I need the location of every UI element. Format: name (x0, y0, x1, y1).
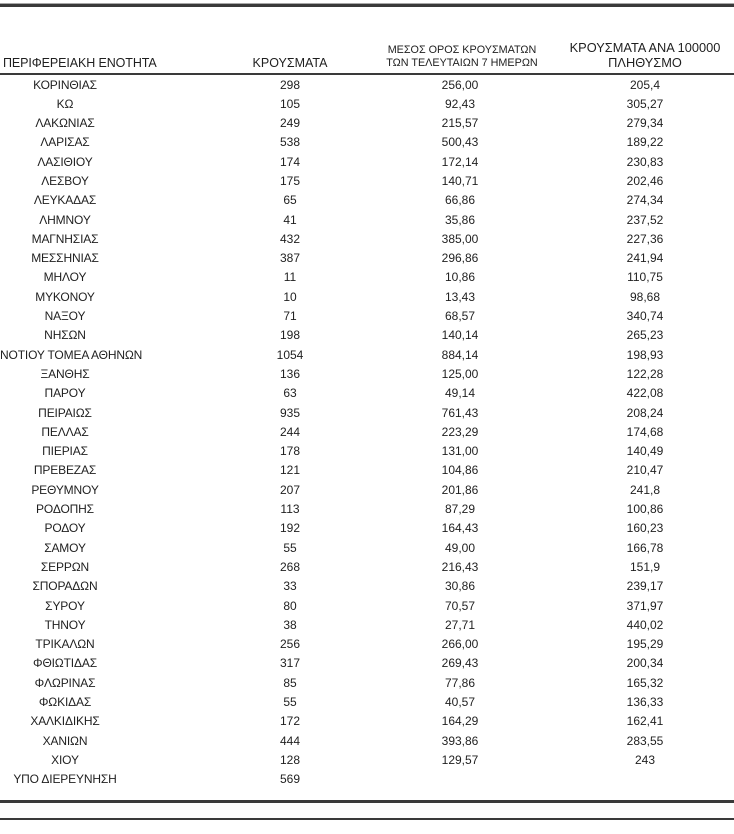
avg-7day-cell: 70,57 (444, 598, 476, 613)
region-name-cell: ΤΡΙΚΑΛΩΝ (35, 637, 95, 652)
region-name-cell: ΧΙΟΥ (51, 752, 79, 767)
cases-cell: 136 (279, 366, 301, 381)
cases-cell: 444 (279, 733, 301, 748)
region-name-cell: ΚΟΡΙΝΘΙΑΣ (33, 77, 97, 92)
header-7day-average-line1: ΜΕΣΟΣ ΟΡΟΣ ΚΡΟΥΣΜΑΤΩΝ (387, 44, 537, 56)
cases-cell: 113 (280, 502, 300, 517)
table-row (0, 268, 734, 287)
avg-7day-cell: 172,14 (441, 154, 479, 169)
per-100000-cell: 230,83 (626, 154, 664, 169)
per-100000-cell: 200,34 (626, 656, 664, 671)
table-row (0, 326, 734, 345)
avg-7day-cell: 40,57 (444, 695, 476, 709)
cases-cell: 80 (283, 598, 297, 613)
cases-cell: 38 (283, 617, 297, 632)
cases-cell: 85 (283, 675, 297, 690)
region-name-cell: ΜΕΣΣΗΝΙΑΣ (31, 251, 99, 266)
cases-cell: 192 (279, 521, 301, 536)
avg-7day-cell: 140,14 (441, 328, 479, 343)
table-row (0, 191, 734, 210)
region-name-cell: ΧΑΝΙΩΝ (42, 733, 88, 748)
region-name-cell: ΛΑΣΙΘΙΟΥ (37, 154, 93, 169)
table-row (0, 751, 734, 770)
region-name-cell: ΠΕΛΛΑΣ (41, 424, 89, 439)
per-100000-cell: 136,33 (626, 695, 664, 709)
cases-cell: 128 (279, 752, 301, 767)
avg-7day-cell: 30,86 (444, 579, 476, 594)
bottom-rule-upper (0, 800, 734, 803)
per-100000-cell: 237,52 (626, 212, 664, 227)
table-row (0, 288, 734, 307)
region-name-cell: ΛΗΜΝΟΥ (39, 212, 91, 227)
per-100000-cell: 98,68 (629, 289, 661, 304)
table-row (0, 365, 734, 384)
region-name-cell: ΠΑΡΟΥ (44, 386, 86, 401)
cases-cell: 105 (279, 96, 301, 111)
table-row (0, 114, 734, 133)
cases-cell: 387 (279, 251, 301, 266)
cases-cell: 175 (279, 173, 301, 188)
per-100000-cell: 208,24 (626, 405, 664, 420)
cases-cell: 432 (279, 231, 301, 246)
per-100000-cell: 100,86 (626, 502, 664, 517)
avg-7day-cell: 215,57 (441, 116, 479, 131)
cases-cell: 121 (279, 463, 301, 478)
region-name-cell: ΦΘΙΩΤΙΔΑΣ (33, 656, 97, 671)
per-100000-cell: 274,34 (626, 193, 664, 208)
table-row (0, 732, 734, 751)
cases-cell: 33 (283, 579, 297, 594)
header-7day-average (372, 44, 552, 70)
region-name-cell: ΧΑΛΚΙΔΙΚΗΣ (30, 714, 100, 729)
cases-cell: 63 (283, 386, 297, 401)
per-100000-cell: 241,8 (629, 482, 661, 497)
table-row (0, 712, 734, 731)
per-100000-cell: 166,78 (626, 540, 664, 555)
per-100000-cell: 239,17 (626, 579, 664, 594)
cases-cell: 569 (279, 772, 301, 787)
cases-cell: 1054 (276, 347, 304, 362)
region-name-cell: ΠΡΕΒΕΖΑΣ (33, 463, 97, 478)
table-row (0, 597, 734, 616)
per-100000-cell: 243 (634, 752, 656, 767)
cases-cell: 268 (279, 559, 301, 574)
region-name-cell: ΣΕΡΡΩΝ (40, 559, 90, 574)
per-100000-cell: 279,34 (626, 116, 664, 131)
avg-7day-cell: 10,86 (444, 270, 476, 285)
avg-7day-cell: 216,43 (441, 559, 479, 574)
header-cases-per-100000-line1: ΚΡΟΥΣΜΑΤΑ ΑΝΑ 100000 (569, 40, 721, 55)
avg-7day-cell: 35,86 (444, 212, 476, 227)
cases-cell: 317 (279, 656, 301, 671)
table-row (0, 635, 734, 654)
cases-cell: 10 (283, 289, 297, 304)
per-100000-cell: 241,94 (626, 251, 664, 266)
region-name-cell: ΠΕΙΡΑΙΩΣ (38, 405, 92, 420)
region-name-cell: ΥΠΟ ΔΙΕΡΕΥΝΗΣΗ (13, 772, 117, 787)
table-row (0, 404, 734, 423)
table-row (0, 500, 734, 519)
avg-7day-cell: 223,29 (441, 424, 479, 439)
table-row (0, 307, 734, 326)
cases-cell: 207 (279, 482, 301, 497)
per-100000-cell: 160,23 (626, 521, 664, 536)
region-name-cell: ΡΟΔΟΥ (44, 521, 86, 536)
table-row (0, 133, 734, 152)
avg-7day-cell: 296,86 (441, 251, 479, 266)
per-100000-cell: 189,22 (626, 135, 664, 150)
header-regional-unit: ΠΕΡΙΦΕΡΕΙΑΚΗ ΕΝΟΤΗΤΑ (3, 56, 157, 70)
region-name-cell: ΝΟΤΙΟΥ ΤΟΜΕΑ ΑΘΗΝΩΝ (0, 347, 143, 362)
per-100000-cell: 140,49 (626, 444, 664, 459)
avg-7day-cell: 27,71 (444, 617, 476, 632)
avg-7day-cell: 761,43 (441, 405, 479, 420)
region-name-cell: ΛΑΡΙΣΑΣ (40, 135, 90, 150)
avg-7day-cell: 266,00 (441, 637, 479, 652)
per-100000-cell: 440,02 (626, 617, 664, 632)
table-row (0, 249, 734, 268)
table-row (0, 172, 734, 191)
table-row (0, 153, 734, 172)
table-row (0, 654, 734, 673)
region-name-cell: ΝΑΞΟΥ (44, 309, 86, 324)
cases-cell: 256 (279, 637, 301, 652)
table-row (0, 693, 734, 712)
avg-7day-cell: 68,57 (444, 309, 476, 324)
per-100000-cell: 165,32 (626, 675, 664, 690)
avg-7day-cell: 140,71 (441, 173, 479, 188)
per-100000-cell: 283,55 (626, 733, 664, 748)
region-name-cell: ΦΛΩΡΙΝΑΣ (34, 675, 96, 690)
avg-7day-cell: 256,00 (441, 77, 479, 92)
region-name-cell: ΜΥΚΟΝΟΥ (35, 289, 95, 304)
region-name-cell: ΛΕΣΒΟΥ (41, 173, 89, 188)
region-name-cell: ΞΑΝΘΗΣ (40, 366, 90, 381)
header-cases: ΚΡΟΥΣΜΑΤΑ (252, 56, 328, 70)
table-row (0, 95, 734, 114)
per-100000-cell: 227,36 (626, 231, 664, 246)
table-row (0, 230, 734, 249)
per-100000-cell: 422,08 (626, 386, 664, 401)
per-100000-cell: 151,9 (629, 559, 661, 574)
region-name-cell: ΚΩ (56, 96, 74, 111)
region-name-cell: ΜΗΛΟΥ (43, 270, 87, 285)
cases-cell: 55 (283, 695, 297, 709)
avg-7day-cell: 66,86 (444, 193, 476, 208)
avg-7day-cell: 269,43 (441, 656, 479, 671)
table-row (0, 442, 734, 461)
per-100000-cell: 110,75 (627, 270, 663, 285)
cases-cell: 178 (279, 444, 301, 459)
cases-cell: 65 (283, 193, 297, 208)
per-100000-cell: 198,93 (626, 347, 664, 362)
table-row (0, 558, 734, 577)
bottom-rule-lower (0, 818, 734, 820)
per-100000-cell: 205,4 (629, 77, 661, 92)
table-row (0, 577, 734, 596)
avg-7day-cell: 164,43 (441, 521, 479, 536)
region-name-cell: ΜΑΓΝΗΣΙΑΣ (31, 231, 99, 246)
table-row (0, 674, 734, 693)
table-row (0, 384, 734, 403)
table-row (0, 519, 734, 538)
avg-7day-cell: 13,43 (444, 289, 476, 304)
per-100000-cell: 305,27 (626, 96, 664, 111)
region-name-cell: ΠΙΕΡΙΑΣ (42, 444, 88, 459)
cases-cell: 41 (283, 212, 297, 227)
region-name-cell: ΣΠΟΡΑΔΩΝ (32, 579, 98, 594)
header-7day-average-line2: ΤΩΝ ΤΕΛΕΥΤΑΙΩΝ 7 ΗΜΕΡΩΝ (386, 57, 538, 69)
region-name-cell: ΦΩΚΙΔΑΣ (38, 695, 92, 709)
region-name-cell: ΛΑΚΩΝΙΑΣ (35, 116, 95, 131)
avg-7day-cell: 385,00 (441, 231, 479, 246)
avg-7day-cell: 77,86 (444, 675, 476, 690)
cases-cell: 55 (283, 540, 297, 555)
per-100000-cell: 265,23 (626, 328, 664, 343)
cases-cell: 244 (279, 424, 301, 439)
region-name-cell: ΣΥΡΟΥ (45, 598, 85, 613)
region-name-cell: ΝΗΣΩΝ (44, 328, 86, 343)
per-100000-cell: 122,28 (626, 366, 664, 381)
table-row (0, 346, 734, 365)
per-100000-cell: 340,74 (626, 309, 664, 324)
avg-7day-cell: 92,43 (444, 96, 476, 111)
avg-7day-cell: 884,14 (441, 347, 479, 362)
region-name-cell: ΛΕΥΚΑΔΑΣ (33, 193, 97, 208)
table-row (0, 461, 734, 480)
table-header (0, 0, 734, 73)
per-100000-cell: 162,41 (626, 714, 664, 729)
per-100000-cell: 371,97 (626, 598, 664, 613)
cases-cell: 538 (279, 135, 301, 150)
table-row (0, 770, 734, 789)
cases-cell: 11 (283, 270, 297, 285)
avg-7day-cell: 500,43 (441, 135, 479, 150)
per-100000-cell: 210,47 (626, 463, 664, 478)
cases-cell: 198 (279, 328, 301, 343)
table-row (0, 616, 734, 635)
cases-cell: 172 (279, 714, 301, 729)
cases-cell: 935 (279, 405, 301, 420)
cases-cell: 298 (279, 77, 301, 92)
avg-7day-cell: 125,00 (441, 366, 479, 381)
avg-7day-cell: 201,86 (441, 482, 479, 497)
region-name-cell: ΡΕΘΥΜΝΟΥ (31, 482, 99, 497)
cases-cell: 174 (279, 154, 301, 169)
avg-7day-cell: 49,00 (444, 540, 476, 555)
avg-7day-cell: 131,00 (441, 444, 479, 459)
cases-cell: 71 (283, 309, 297, 324)
region-name-cell: ΣΑΜΟΥ (44, 540, 86, 555)
table-row (0, 539, 734, 558)
cases-cell: 249 (279, 116, 301, 131)
per-100000-cell: 174,68 (626, 424, 664, 439)
table-row (0, 76, 734, 95)
per-100000-cell: 195,29 (626, 637, 664, 652)
table-row (0, 481, 734, 500)
region-name-cell: ΡΟΔΟΠΗΣ (36, 502, 94, 517)
avg-7day-cell: 164,29 (441, 714, 479, 729)
table-row (0, 423, 734, 442)
avg-7day-cell: 104,86 (441, 463, 479, 478)
avg-7day-cell: 129,57 (441, 752, 479, 767)
table-body (0, 76, 734, 790)
region-name-cell: ΤΗΝΟΥ (44, 617, 86, 632)
header-cases-per-100000-line2: ΠΛΗΘΥΣΜΟ (608, 54, 682, 70)
table-row (0, 211, 734, 230)
avg-7day-cell: 49,14 (444, 386, 476, 401)
avg-7day-cell: 393,86 (441, 733, 479, 748)
avg-7day-cell: 87,29 (444, 502, 476, 517)
per-100000-cell: 202,46 (626, 173, 664, 188)
header-cases-per-100000 (555, 41, 734, 70)
